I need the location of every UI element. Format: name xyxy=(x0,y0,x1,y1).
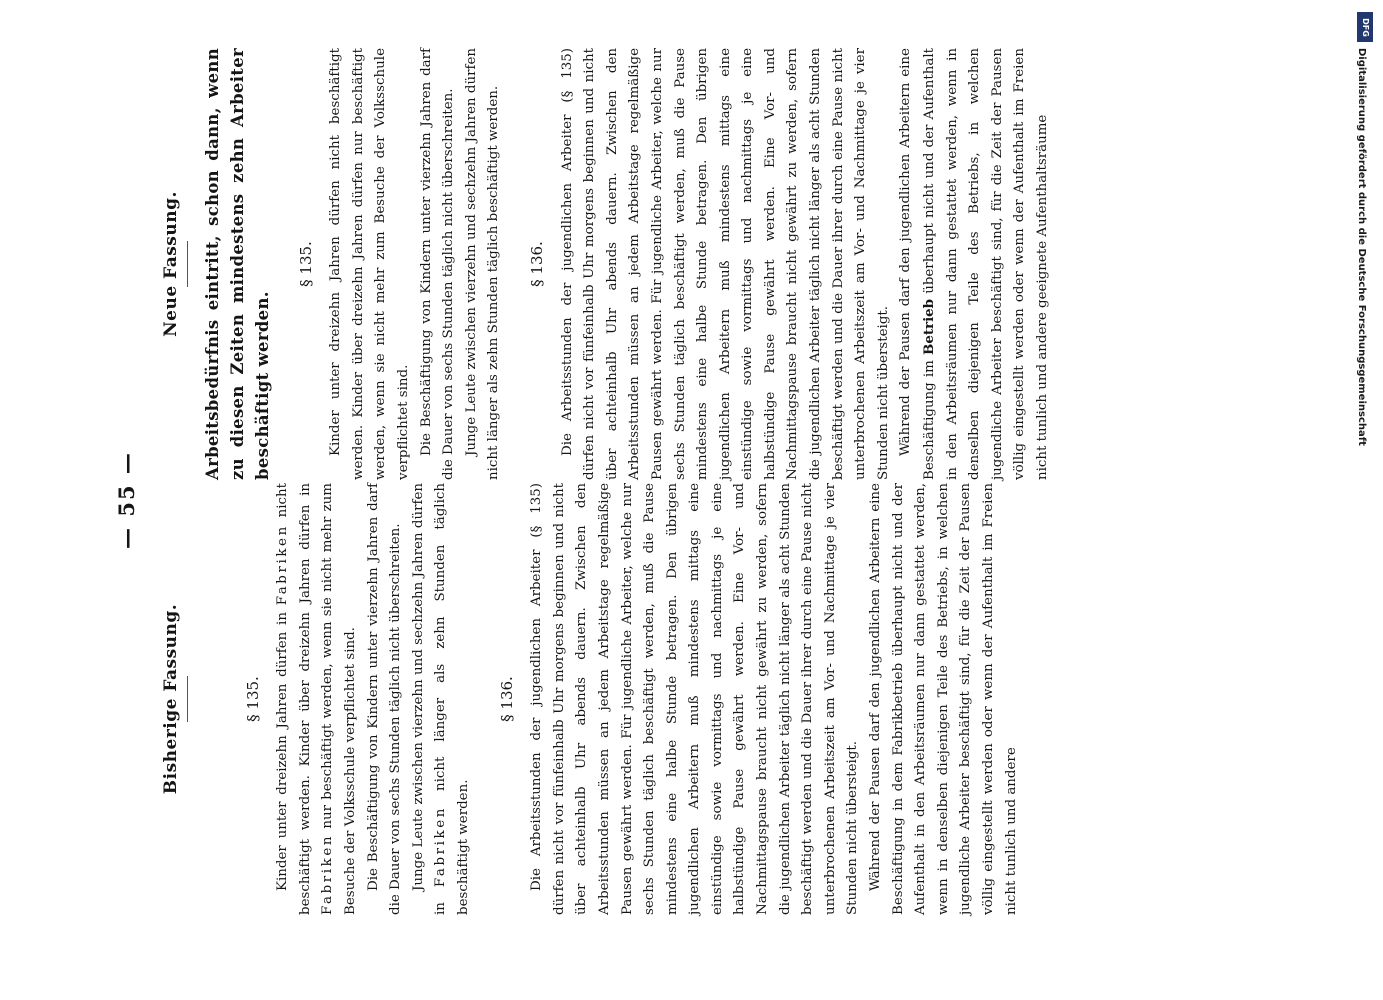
emphasized-term: Fabriken xyxy=(433,806,449,888)
paragraph xyxy=(325,48,415,480)
right-column-heading: Neue Fassung. xyxy=(161,191,181,337)
dfg-logo: DFG xyxy=(1357,12,1373,42)
emphasized-term: Fabriken xyxy=(320,833,336,915)
left-column-old-version xyxy=(160,483,1023,915)
text-run: nicht länger als zehn Stunden täglich beschäftigt werden. xyxy=(433,483,471,915)
left-column-heading: Bisherige Fassung. xyxy=(161,603,181,795)
text-run: Kinder unter dreizehn Jahren dürfen in xyxy=(275,605,291,891)
text-run: Junge Leute zwischen vierzehn und sechzehn Jahren dürfen nicht länger als zehn Stunden täglich beschäftigt werden. xyxy=(463,48,502,480)
text-run: Während der Pausen darf den jugendlichen Arbeitern eine Beschäftigung in dem Fabrikbetrieb überhaupt nicht und der Aufenthalt in den Arbeitsräumen nur dann gestattet werden, wenn in denselben diejenigen Teile des Betriebs, in welchen jugendliche Arbeiter beschäftigt sind, für die Zeit der Pausen völlig eingestellt werden oder wenn der Aufenthalt im Freien nicht tunlich und andere xyxy=(868,483,1019,915)
text-run: überhaupt nicht und der Aufenthalt in den Arbeitsräumen nur dann gestattet werden, wenn in denselben diejenigen Teile des Betriebs, in welchen jugendliche Arbeiter beschäftigt sind, für die Zeit der Pausen völlig eingestellt werden oder wenn der Aufenthalt im Freien nicht tunlich und andere geeignete Aufenthaltsräume xyxy=(922,48,1050,480)
carryover-intro-text: Arbeitsbedürfnis eintritt, schon dann, wenn zu diesen Zeiten mindestens zehn Arbeiter beschäftigt werden. xyxy=(202,48,272,480)
emphasized-term: Fabriken xyxy=(275,524,291,606)
paragraph xyxy=(272,483,362,915)
emphasized-term: Betrieb xyxy=(921,298,938,355)
paragraph xyxy=(865,483,1023,915)
section-title: § 135. xyxy=(296,241,315,287)
paragraph xyxy=(416,48,461,480)
heading-divider xyxy=(187,241,188,287)
text-run: Die Beschäftigung von Kindern unter vierzehn Jahren darf die Dauer von sechs Stunden täglich nicht überschreiten. xyxy=(418,48,457,480)
section-title: § 136. xyxy=(497,676,516,722)
section-title: § 135. xyxy=(243,676,262,722)
text-run: Die Beschäftigung von Kindern unter vierzehn Jahren darf die Dauer von sechs Stunden täglich nicht überschreiten. xyxy=(365,483,404,915)
text-run: Die Arbeitsstunden der jugendlichen Arbeiter (§ 135) dürfen nicht vor fünfeinhalb Uhr morgens beginnen und nicht über achteinhalb Uhr abends dauern. Zwischen den Arbeitsstunden müssen an jedem Arbeitstage regelmäßige Pausen gewährt werden. Für jugendliche Arbeiter, welche nur sechs Stunden täglich beschäftigt werden, muß die Pause mindestens eine halbe Stunde betragen. Den übrigen jugendlichen Arbeitern muß mindestens mittags eine einstündige sowie vormittags und nachmittags je eine halbstündige Pause gewährt werden. Eine Vor- und Nachmittagspause braucht nicht gewährt zu werden, sofern die jugendlichen Arbeiter täglich nicht länger als acht Stunden beschäftigt werden und die Dauer ihrer durch eine Pause nicht unterbrochenen Arbeitszeit am Vor- und Nachmittage je vier Stunden nicht übersteigt. xyxy=(529,483,861,915)
section-title: § 136. xyxy=(527,241,546,287)
text-run: nur beschäftigt werden, wenn sie nicht mehr zum Besuche der Volksschule verpflichtet sind. xyxy=(320,483,358,915)
text-run: Während der Pausen darf den jugendlichen Arbeitern eine Beschäftigung im xyxy=(898,48,938,480)
paragraph xyxy=(557,48,896,480)
dfg-credit-strip xyxy=(1345,8,1379,993)
paragraph xyxy=(461,48,506,480)
paragraph xyxy=(363,483,408,915)
text-run: Die Arbeitsstunden der jugendlichen Arbeiter (§ 135) dürfen nicht vor fünfeinhalb Uhr morgens beginnen und nicht über achteinhalb Uhr abends dauern. Zwischen den Arbeitsstunden müssen an jedem Arbeitstage regelmäßige Pausen gewährt werden. Für jugendliche Arbeiter, welche nur sechs Stunden täglich beschäftigt werden, muß die Pause mindestens eine halbe Stunde betragen. Den übrigen jugendlichen Arbeitern muß mindestens mittags eine einstündige sowie vormittags und nachmittags je eine halbstündige Pause gewährt werden. Eine Vor- und Nachmittagspause braucht nicht gewährt zu werden, sofern die jugendlichen Arbeiter täglich nicht länger als acht Stunden beschäftigt werden und die Dauer ihrer durch eine Pause nicht unterbrochenen Arbeitszeit am Vor- und Nachmittage je vier Stunden nicht übersteigt. xyxy=(559,48,891,480)
page-number: — 55 — xyxy=(114,451,139,549)
paragraph xyxy=(895,48,1054,480)
right-sections xyxy=(295,48,1055,480)
right-column-new-version xyxy=(160,48,1055,480)
paragraph xyxy=(408,483,476,915)
paragraph xyxy=(526,483,865,915)
heading-divider xyxy=(187,676,188,722)
dfg-credit-text: Digitalisierung gefördert durch die Deutsche Forschungsgemeinschaft xyxy=(1356,48,1367,446)
left-sections xyxy=(242,483,1024,915)
text-run: Junge Leute zwischen vierzehn und sechzehn Jahren dürfen in xyxy=(410,483,449,915)
text-run: nicht beschäftigt werden. Kinder über dreizehn Jahren dürfen in xyxy=(275,483,313,915)
text-run: Kinder unter dreizehn Jahren dürfen nicht beschäftigt werden. Kinder über dreizehn Jahren dürfen nur beschäftigt werden, wenn sie nicht mehr zum Besuche der Volksschule verpflichtet sind. xyxy=(328,48,411,480)
